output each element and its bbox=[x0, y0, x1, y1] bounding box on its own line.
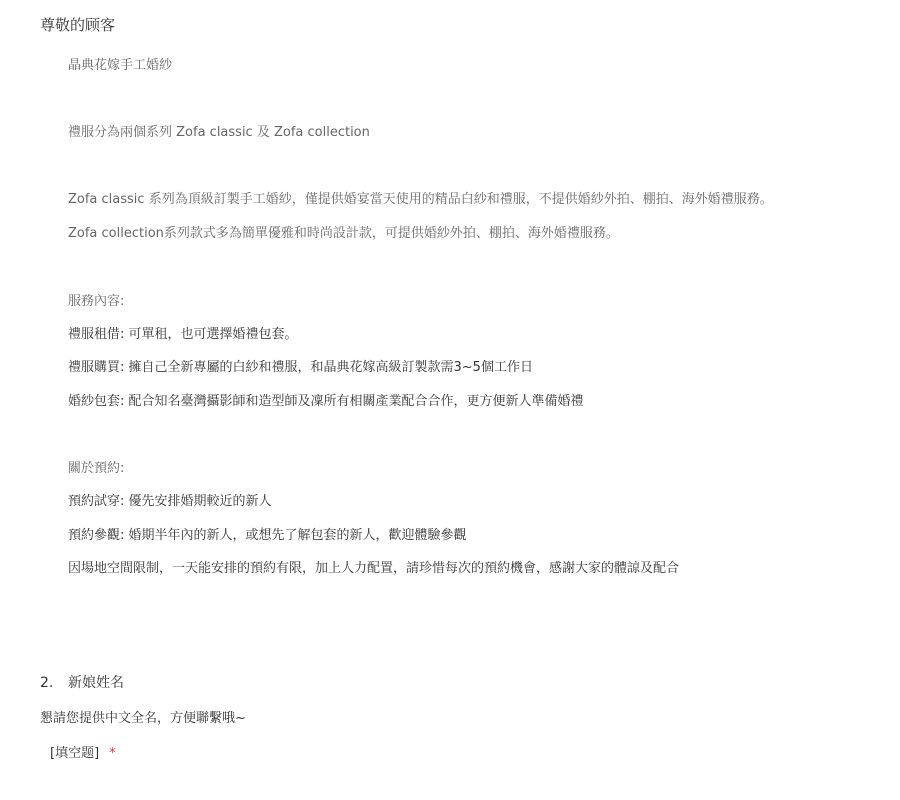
survey-greeting: 尊敬的顾客 bbox=[40, 16, 116, 34]
classic-description: Zofa classic 系列為頂級訂製手工婚紗，僅提供婚宴當天使用的精品白紗和禮服，不提供婚紗外拍、棚拍、海外婚禮服務。 bbox=[68, 192, 773, 207]
booking-fitting: 預約試穿: 優先安排婚期較近的新人 bbox=[68, 494, 272, 509]
services-heading: 服務內容: bbox=[68, 294, 125, 309]
question-type-label: [填空题] bbox=[50, 746, 100, 761]
required-mark: * bbox=[109, 746, 116, 761]
question-type-row bbox=[50, 742, 116, 761]
question-title-text: 新娘姓名 bbox=[68, 675, 124, 691]
booking-heading: 關於預約: bbox=[68, 461, 125, 476]
question-number: 2. bbox=[40, 675, 54, 691]
brand-name: 晶典花嫁手工婚紗 bbox=[68, 58, 173, 73]
booking-visit: 預約參觀: 婚期半年內的新人，或想先了解包套的新人，歡迎體驗參觀 bbox=[68, 528, 467, 543]
service-rent: 禮服租借: 可單租，也可選擇婚禮包套。 bbox=[68, 327, 298, 342]
collection-description: Zofa collection系列款式多為簡單優雅和時尚設計款，可提供婚紗外拍、棚拍、海外婚禮服務。 bbox=[68, 226, 619, 241]
booking-note: 因場地空間限制，一天能安排的預約有限，加上人力配置，請珍惜每次的預約機會，感謝大家的體諒及配合 bbox=[68, 561, 680, 576]
series-intro: 禮服分為兩個系列 Zofa classic 及 Zofa collection bbox=[68, 125, 370, 140]
service-buy: 禮服購買: 擁自己全新專屬的白紗和禮服，和晶典花嫁高級訂製款需3~5個工作日 bbox=[68, 360, 533, 375]
question-description: 懇請您提供中文全名，方便聯繫哦~ bbox=[40, 711, 246, 726]
question-title bbox=[40, 672, 124, 692]
service-package: 婚紗包套: 配合知名臺灣攝影師和造型師及凜所有相關產業配合合作，更方便新人準備婚禮 bbox=[68, 394, 584, 409]
